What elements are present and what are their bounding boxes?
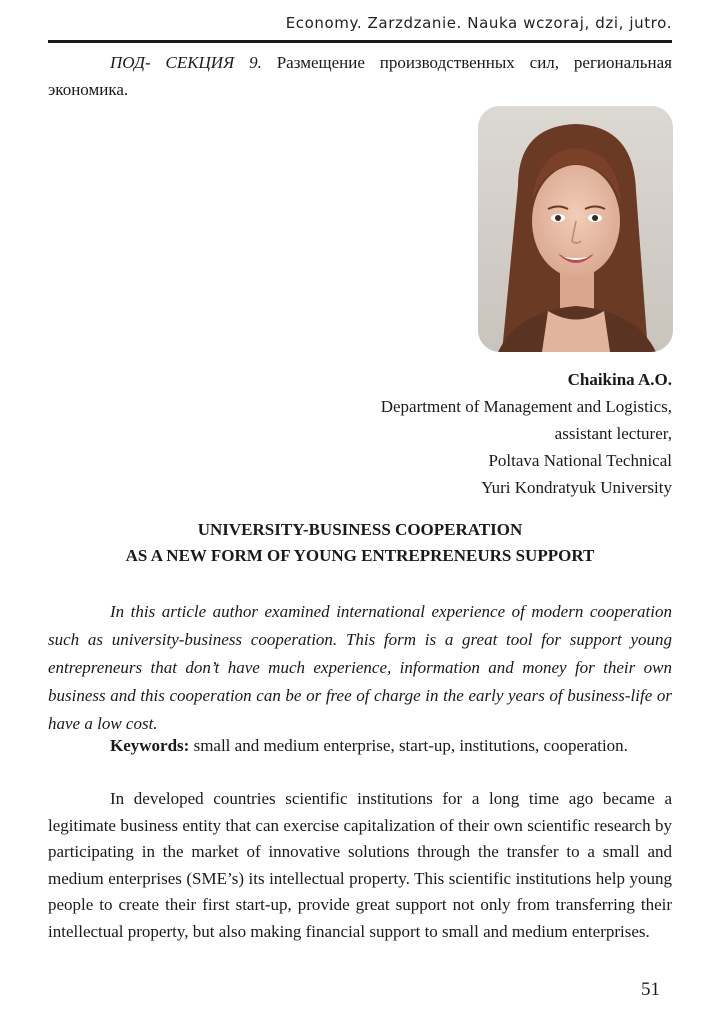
section-text: Размещение производственных сил, региональная экономика. [48, 53, 673, 99]
body-paragraph: In developed countries scientific institutions for a long time ago became a legitimate business entity that can exercise capitalization of their own scientific research by participating in the market of innovative solutions through the transfer to a small and medium enterprises (SME’s) its intellectual property. This scientific institutions help young people to create their first start-up, provide great support not only from transferring their intellectual property, but also making financial support to small and medium enterprises. [48, 789, 672, 941]
keywords [48, 733, 672, 759]
author-block [252, 366, 672, 501]
abstract: In this article author examined international experience of modern cooperation such as university-business cooperation. This form is a great tool for support young entrepreneurs that don’t have much experience, information and money for their own business and this cooperation can be or free of charge in the early years of business-life or have a low cost. [48, 602, 672, 733]
section-heading [48, 49, 672, 103]
running-header: Economy. Zarzdzanie. Nauka wczoraj, dzi, jutro. [285, 14, 672, 32]
affiliation-line: Poltava National Technical [488, 451, 672, 470]
keywords-label: Keywords: [110, 736, 190, 755]
article-title [48, 517, 672, 569]
author-photo [478, 106, 673, 352]
author-portrait-icon [478, 106, 673, 352]
title-line: UNIVERSITY-BUSINESS COOPERATION [197, 520, 523, 539]
page-number: 51 [641, 979, 660, 1000]
section-label: ПОД- СЕКЦИЯ 9. [110, 53, 262, 72]
affiliation-line: Yuri Kondratyuk University [481, 478, 672, 497]
affiliation-line: assistant lecturer, [554, 424, 672, 443]
keywords-text: small and medium enterprise, start-up, institutions, cooperation. [193, 736, 628, 755]
title-line: AS A NEW FORM OF YOUNG ENTREPRENEURS SUPPORT [125, 546, 595, 565]
header-rule [48, 40, 672, 43]
author-name: Chaikina A.O. [567, 370, 672, 389]
affiliation-line: Department of Management and Logistics, [380, 397, 672, 416]
